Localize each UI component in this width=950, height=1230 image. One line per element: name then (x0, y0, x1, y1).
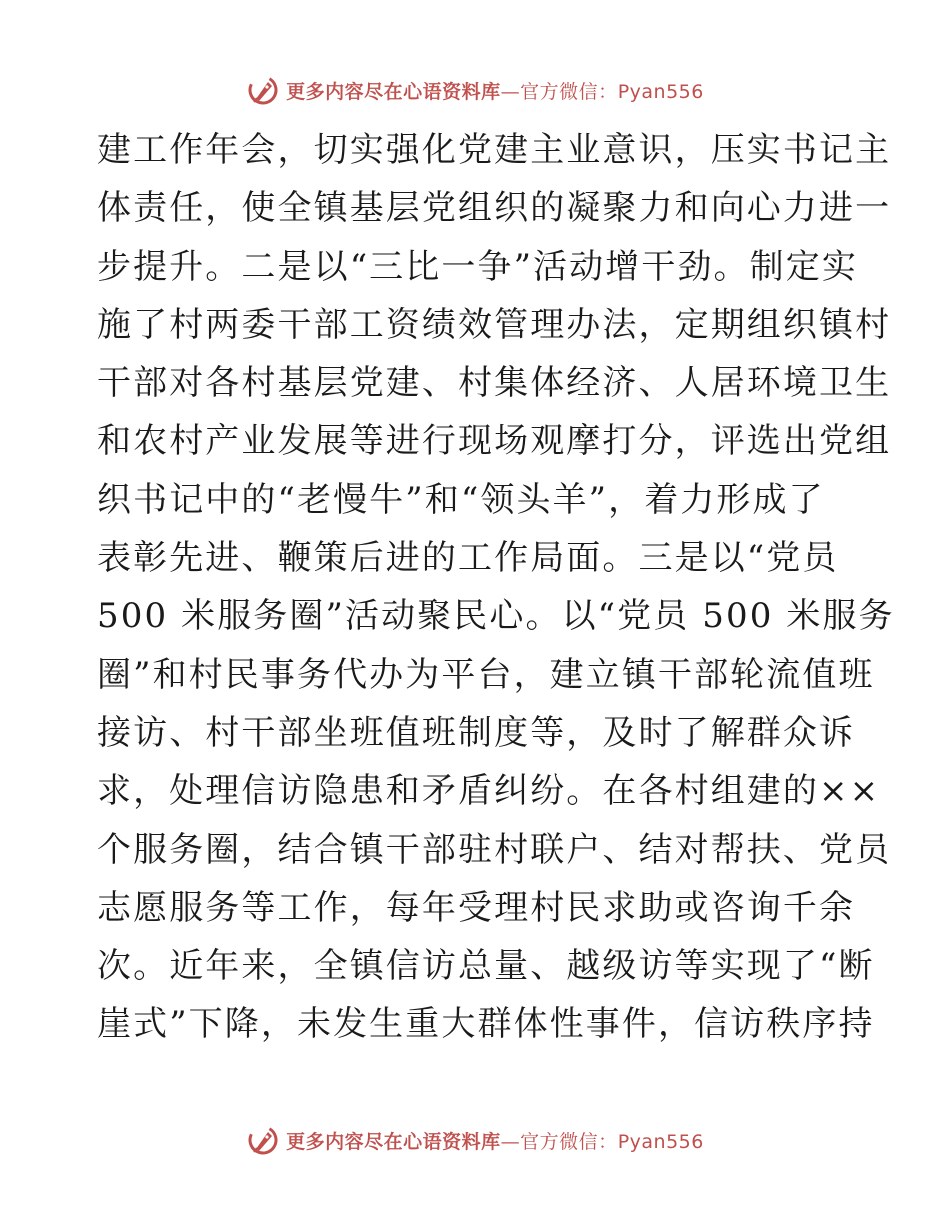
body-line: 步提升。二是以“三比一争”活动增干劲。制定实 (97, 246, 858, 287)
body-line: 体责任，使全镇基层党组织的凝聚力和向心力进一 (97, 188, 892, 229)
header-banner (0, 70, 950, 110)
header-wechat-label: 官方微信： (520, 80, 618, 103)
footer-wechat-label: 官方微信： (520, 1130, 618, 1153)
body-line: 崖式”下降，未发生重大群体性事件，信访秩序持 (97, 1004, 875, 1045)
body-line: 圈”和村民事务代办为平台，建立镇干部轮流值班 (97, 654, 875, 695)
body-line: 次。近年来，全镇信访总量、越级访等实现了“断 (97, 946, 875, 987)
body-line: 建工作年会，切实强化党建主业意识，压实书记主 (97, 130, 892, 170)
body-line: 接访、村干部坐班值班制度等，及时了解群众诉 (97, 712, 856, 753)
footer-banner (0, 1120, 950, 1160)
footer-wechat-id: Pyan556 (617, 1130, 704, 1153)
body-line: 500 米服务圈”活动聚民心。以“党员 500 米服务 (97, 596, 895, 637)
header-brand-text: 更多内容尽在心语资料库 (286, 80, 501, 103)
body-line: 施了村两委干部工资绩效管理办法，定期组织镇村 (97, 304, 892, 345)
body-line: 和农村产业发展等进行现场观摩打分，评选出党组 (97, 421, 892, 462)
pen-nib-logo-icon (246, 1123, 280, 1157)
footer-brand-text: 更多内容尽在心语资料库 (286, 1130, 501, 1153)
body-line: 表彰先进、鞭策后进的工作局面。三是以“党员 (97, 538, 839, 579)
body-line: 干部对各村基层党建、村集体经济、人居环境卫生 (97, 363, 892, 404)
body-line: 织书记中的“老慢牛”和“领头羊”，着力形成了 (97, 479, 825, 520)
body-line: 个服务圈，结合镇干部驻村联户、结对帮扶、党员 (97, 829, 892, 870)
pen-nib-logo-icon (246, 73, 280, 107)
header-wechat-id: Pyan556 (617, 80, 704, 103)
footer-banner-text (286, 1127, 704, 1154)
footer-separator: — (500, 1130, 521, 1153)
document-body (97, 121, 895, 1054)
header-banner-text (286, 77, 704, 104)
body-line: 志愿服务等工作，每年受理村民求助或咨询千余 (97, 887, 856, 928)
header-separator: — (500, 80, 521, 103)
body-line: 求，处理信访隐患和矛盾纠纷。在各村组建的×× (97, 771, 881, 812)
